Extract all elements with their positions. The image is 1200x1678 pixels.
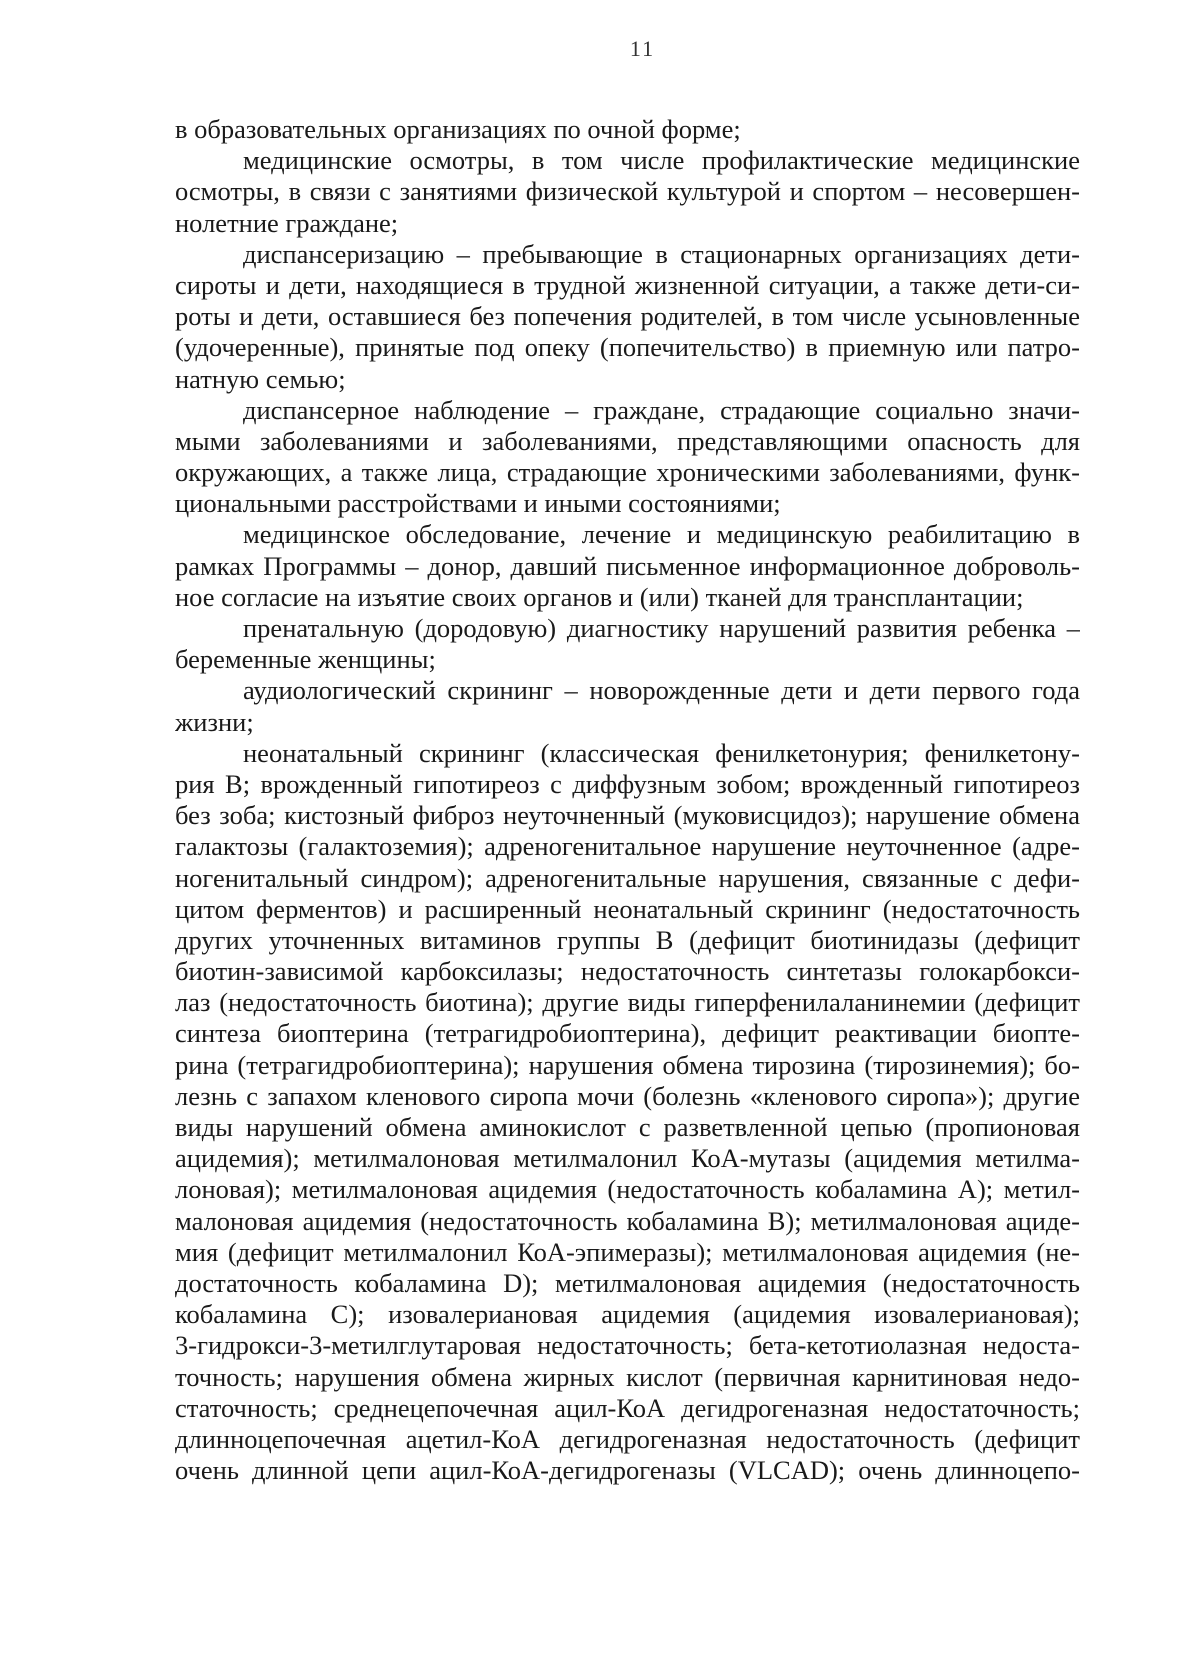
text-line: ацидемия); метилмалоновая метилмалонил КоА-мутазы (ацидемия метилма- [175, 1143, 1080, 1174]
text-line: неонатальный скрининг (классическая фенилкетонурия; фенилкетону- [243, 737, 1080, 768]
text-line: без зоба; кистозный фиброз неуточненный (муковисцидоз); нарушение обмена [175, 800, 1080, 831]
text-line: достаточность кобаламина D); метилмалоновая ацидемия (недостаточность [175, 1267, 1080, 1298]
text-line: натную семью; [175, 363, 346, 394]
paragraph [175, 239, 1080, 395]
text-line: диспансерное наблюдение – граждане, страдающие социально значи- [243, 394, 1080, 425]
text-line: беременные женщины; [175, 644, 436, 675]
text-line: длинноцепочечная ацетил-КоА дегидрогеназная недостаточность (дефицит [175, 1423, 1080, 1454]
text-line: галактозы (галактоземия); адреногенитальное нарушение неуточненное (адре- [175, 831, 1080, 862]
text-line: жизни; [175, 706, 254, 737]
text-line: лоновая); метилмалоновая ацидемия (недостаточность кобаламина A); метил- [175, 1174, 1080, 1205]
paragraph [175, 675, 1080, 737]
text-line: циональными расстройствами и иными состояниями; [175, 488, 781, 519]
text-line: медицинское обследование, лечение и медицинскую реабилитацию в [243, 519, 1080, 550]
text-line: рина (тетрагидробиоптерина); нарушения обмена тирозина (тирозинемия); бо- [175, 1049, 1080, 1080]
text-line: окружающих, а также лица, страдающие хроническими заболеваниями, функ- [175, 457, 1080, 488]
text-line: аудиологический скрининг – новорожденные дети и дети первого года [243, 675, 1080, 706]
text-line: медицинские осмотры, в том числе профилактические медицинские [243, 145, 1080, 176]
text-line: мия (дефицит метилмалонил КоА-эпимеразы); метилмалоновая ацидемия (не- [175, 1236, 1080, 1267]
text-line: цитом ферментов) и расширенный неонатальный скрининг (недостаточность [175, 893, 1080, 924]
paragraph [175, 395, 1080, 520]
text-line: лаз (недостаточность биотина); другие виды гиперфенилаланинемии (дефицит [175, 987, 1080, 1018]
text-line: сироты и дети, находящиеся в трудной жизненной ситуации, а также дети-си- [175, 269, 1080, 300]
text-line: мыми заболеваниями и заболеваниями, представляющими опасность для [175, 425, 1080, 456]
text-line: пренатальную (дородовую) диагностику нарушений развития ребенка – [243, 613, 1080, 643]
text-line: (удочеренные), принятые под опеку (попечительство) в приемную или патро- [175, 332, 1080, 363]
text-line: ное согласие на изъятие своих органов и (или) тканей для трансплантации; [175, 581, 1024, 612]
text-line: роты и дети, оставшиеся без попечения родителей, в том числе усыновленные [175, 301, 1080, 332]
text-line: виды нарушений обмена аминокислот с разветвленной цепью (пропионовая [175, 1112, 1080, 1142]
text-line: других уточненных витаминов группы B (дефицит биотинидазы (дефицит [175, 924, 1080, 955]
text-line: статочность; среднецепочечная ацил-КоА дегидрогеназная недостаточность; [175, 1392, 1080, 1423]
paragraph [175, 114, 1080, 145]
text-line: рамках Программы – донор, давший письменное информационное доброволь- [175, 550, 1080, 581]
text-line: осмотры, в связи с занятиями физической культурой и спортом – несовершен- [175, 176, 1080, 207]
text-line: точность; нарушения обмена жирных кислот (первичная карнитиновая недо- [175, 1361, 1080, 1392]
text-line: кобаламина C); изовалериановая ацидемия (ацидемия изовалериановая); [175, 1299, 1080, 1330]
paragraph [175, 519, 1080, 613]
text-line: лезнь с запахом кленового сиропа мочи (болезнь «кленового сиропа»); другие [175, 1080, 1080, 1111]
paragraph [175, 738, 1080, 1487]
text-line: малоновая ацидемия (недостаточность кобаламина B); метилмалоновая ациде- [175, 1205, 1080, 1236]
text-line: ногенитальный синдром); адреногенитальные нарушения, связанные с дефи- [175, 862, 1080, 893]
paragraph [175, 145, 1080, 239]
text-line: 3-гидрокси-3-метилглутаровая недостаточность; бета-кетотиолазная недоста- [175, 1330, 1080, 1361]
text-line: диспансеризацию – пребывающие в стационарных организациях дети- [243, 238, 1080, 269]
text-line: рия B; врожденный гипотиреоз с диффузным зобом; врожденный гипотиреоз [175, 768, 1080, 799]
text-line: очень длинной цепи ацил-КоА-дегидрогеназы (VLCAD); очень длинноцепо- [175, 1455, 1080, 1486]
text-line: нолетние граждане; [175, 207, 399, 238]
paragraph [175, 613, 1080, 675]
text-line: синтеза биоптерина (тетрагидробиоптерина), дефицит реактивации биопте- [175, 1018, 1080, 1049]
text-line: биотин-зависимой карбоксилазы; недостаточность синтетазы голокарбокси- [175, 956, 1080, 987]
document-body [175, 114, 1080, 1486]
page-number: 11 [629, 36, 656, 61]
text-line: в образовательных организациях по очной форме; [175, 114, 741, 144]
